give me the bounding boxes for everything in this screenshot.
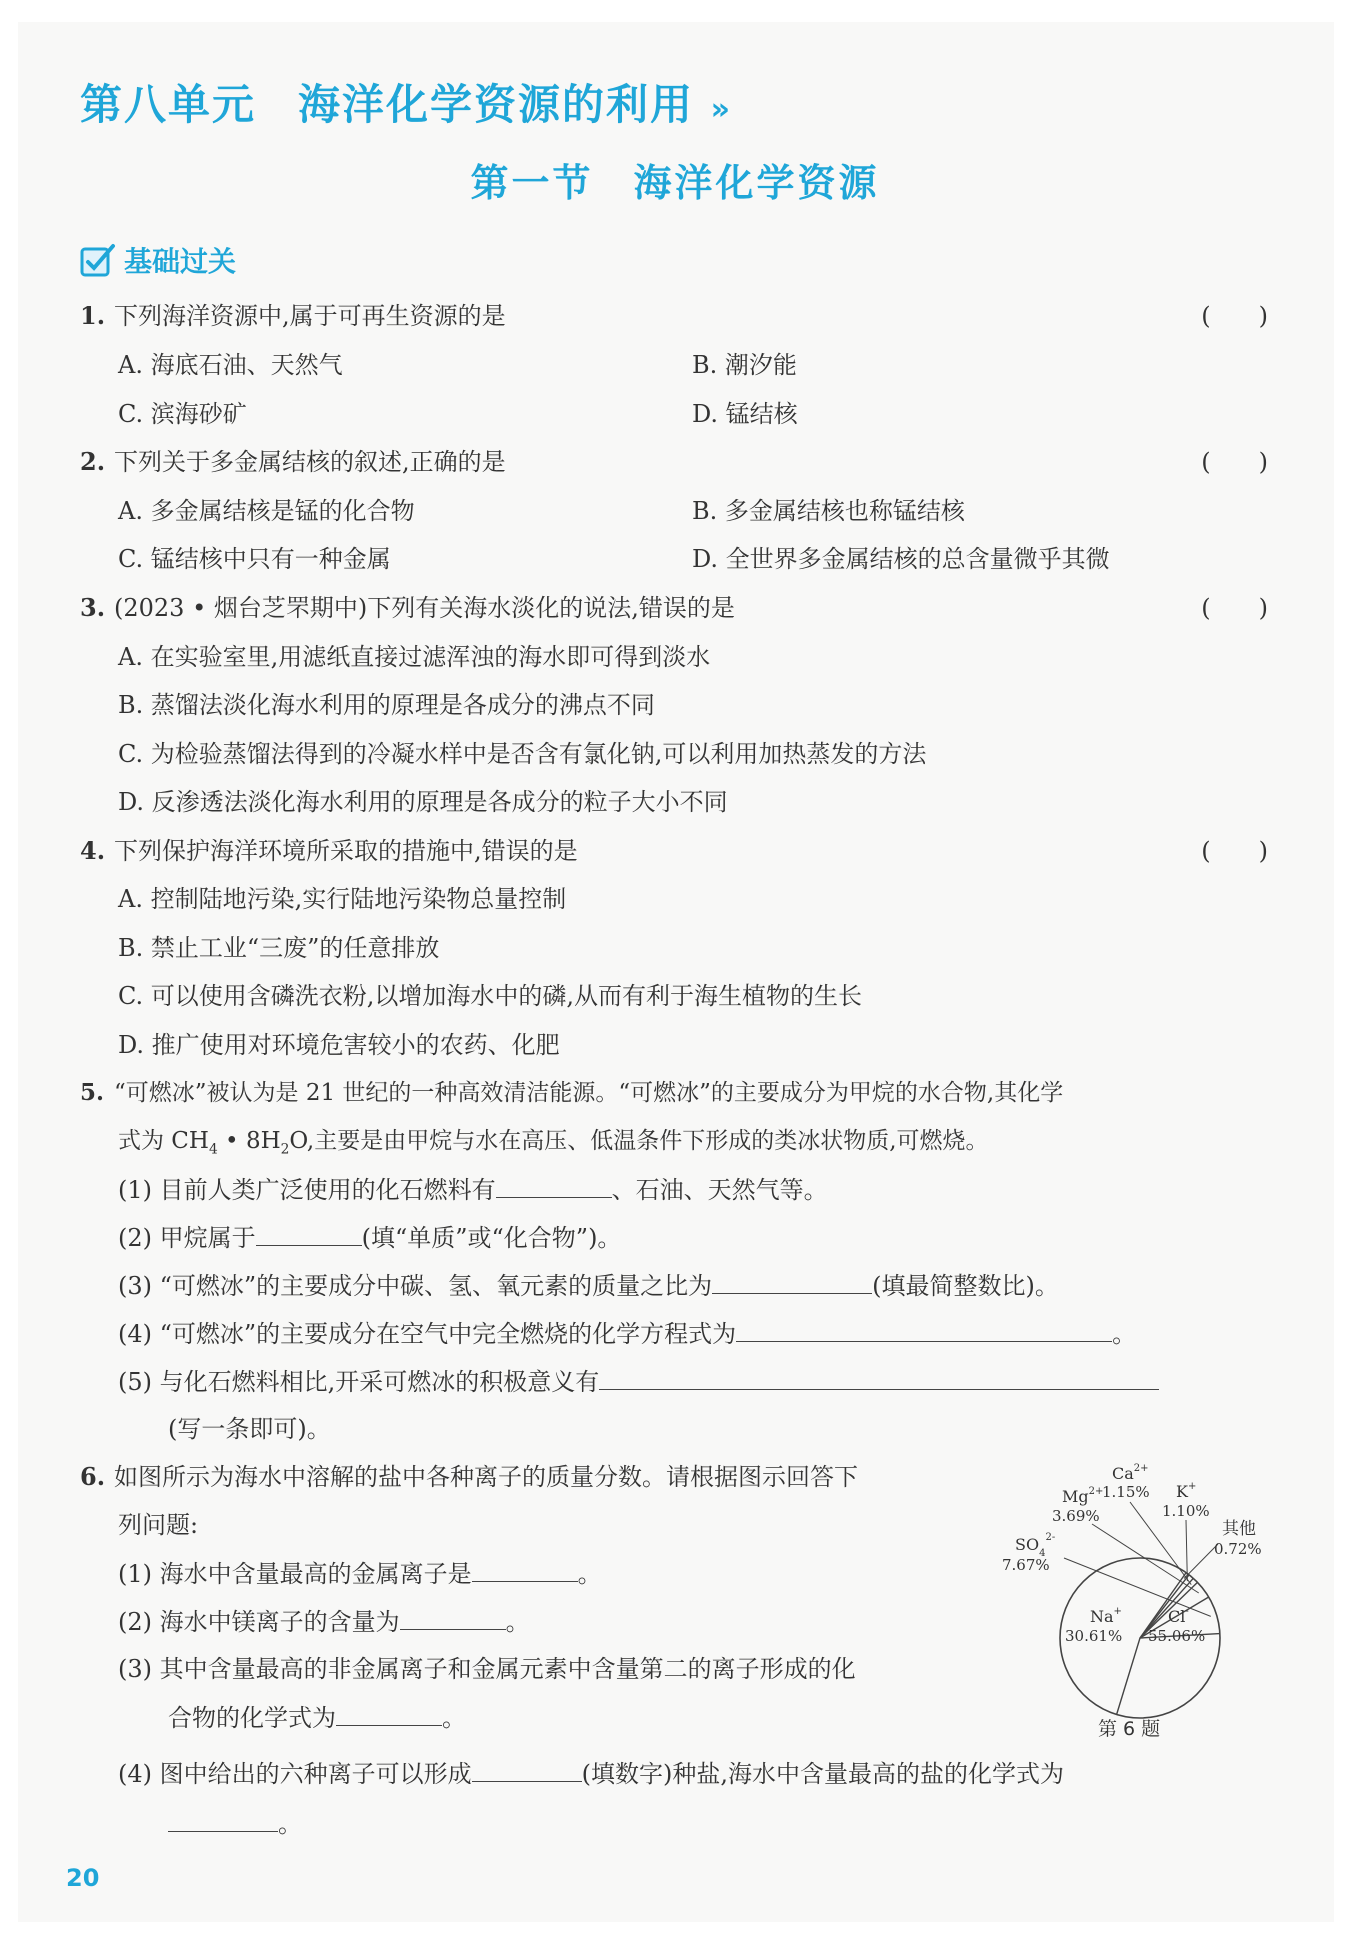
question-number: 3. — [80, 593, 106, 622]
sub-question-text: 、石油、天然气等。 — [611, 1176, 828, 1204]
label-other-value: 0.72% — [1214, 1540, 1262, 1558]
sub-question-text: 。 — [278, 1810, 302, 1838]
option-b[interactable]: B. 潮汐能 — [692, 351, 797, 379]
question-2 — [80, 445, 506, 479]
formula-part: 式为 CH — [118, 1128, 209, 1154]
option-c[interactable]: C. 为检验蒸馏法得到的冷凝水样中是否含有氯化钠,可以利用加热蒸发的方法 — [118, 740, 927, 768]
sub-question-3-continued — [168, 1700, 466, 1735]
formula-subscript: 2 — [280, 1141, 290, 1158]
label-ca-value: 1.15% — [1102, 1483, 1150, 1501]
answer-bracket[interactable]: ( ) — [1201, 837, 1268, 865]
section-number: 第一节 — [470, 160, 594, 205]
sub-question-text: (3) “可燃冰”的主要成分中碳、氢、氧元素的质量之比为 — [118, 1272, 713, 1300]
label-k-value: 1.10% — [1162, 1502, 1210, 1520]
answer-blank[interactable] — [472, 1556, 578, 1582]
answer-blank[interactable] — [599, 1364, 1159, 1390]
label-cl-value: 55.06% — [1148, 1627, 1206, 1645]
answer-blank[interactable] — [496, 1172, 612, 1198]
answer-blank[interactable] — [336, 1700, 442, 1726]
answer-bracket[interactable]: ( ) — [1201, 594, 1268, 622]
formula-part: • 8H — [217, 1128, 281, 1154]
sub-question-4 — [118, 1756, 1064, 1791]
sub-question-4-continued — [168, 1806, 302, 1841]
label-ca: $Ca^{2+}$ — [1112, 1463, 1149, 1483]
option-d[interactable]: D. 全世界多金属结核的总含量微乎其微 — [692, 545, 1110, 573]
question-3 — [80, 591, 735, 625]
question-4 — [80, 834, 578, 868]
sub-question-5 — [118, 1364, 1159, 1399]
question-stem: 下列海洋资源中,属于可再生资源的是 — [114, 302, 506, 330]
question-number: 5. — [80, 1079, 105, 1106]
sub-question-3: (3) 其中含量最高的非金属离子和金属元素中含量第二的离子形成的化 — [118, 1655, 856, 1683]
option-d[interactable]: D. 锰结核 — [692, 400, 798, 428]
answer-blank[interactable] — [168, 1806, 278, 1832]
question-number: 2. — [80, 447, 106, 476]
double-chevron-icon: » — [710, 92, 733, 127]
sub-question-5-continued: (写一条即可)。 — [168, 1415, 331, 1443]
sub-question-4 — [118, 1316, 1136, 1351]
sub-question-2 — [118, 1220, 621, 1255]
answer-bracket[interactable]: ( ) — [1201, 302, 1268, 330]
checkbox-icon — [80, 243, 116, 277]
sub-question-text: (5) 与化石燃料相比,开采可燃冰的积极意义有 — [118, 1368, 600, 1396]
option-a[interactable]: A. 海底石油、天然气 — [118, 351, 343, 379]
section-name: 海洋化学资源 — [633, 160, 880, 205]
option-a[interactable]: A. 多金属结核是锰的化合物 — [118, 497, 415, 525]
label-so4: $SO_4^{2-}$ — [1015, 1532, 1056, 1559]
label-cl: Cl- — [1168, 1606, 1189, 1626]
pie-slice-cl — [1117, 1638, 1140, 1715]
sub-question-text: 合物的化学式为 — [168, 1704, 336, 1732]
option-c[interactable]: C. 可以使用含磷洗衣粉,以增加海水中的磷,从而有利于海生植物的生长 — [118, 982, 863, 1010]
label-mg-value: 3.69% — [1052, 1507, 1100, 1525]
option-b[interactable]: B. 多金属结核也称锰结核 — [692, 497, 965, 525]
answer-bracket[interactable]: ( ) — [1201, 448, 1268, 476]
question-stem: 下列有关海水淡化的说法,错误的是 — [367, 594, 735, 622]
label-k: K+ — [1176, 1481, 1197, 1501]
sub-question-text: 。 — [577, 1560, 602, 1588]
question-stem-line-2 — [118, 1124, 989, 1167]
sub-question-1 — [118, 1172, 828, 1207]
leader-line-mg2 — [1092, 1524, 1199, 1593]
question-number: 1. — [80, 301, 106, 330]
badge-label: 基础过关 — [124, 245, 237, 278]
option-c[interactable]: C. 滨海砂矿 — [118, 400, 247, 428]
leader-line- — [1184, 1544, 1218, 1579]
section-title — [0, 152, 1350, 207]
label-na-value: 30.61% — [1065, 1627, 1123, 1645]
sub-question-2 — [118, 1604, 530, 1639]
answer-blank[interactable] — [256, 1220, 362, 1246]
sub-question-text: (4) “可燃冰”的主要成分在空气中完全燃烧的化学方程式为 — [118, 1320, 737, 1348]
answer-blank[interactable] — [736, 1316, 1112, 1342]
question-source: (2023 • 烟台芝罘期中) — [114, 594, 368, 622]
question-stem: 如图所示为海水中溶解的盐中各种离子的质量分数。请根据图示回答下 — [114, 1463, 858, 1491]
option-b[interactable]: B. 禁止工业“三废”的任意排放 — [118, 934, 440, 962]
sub-question-3 — [118, 1268, 1059, 1303]
sub-question-text: (填最简整数比)。 — [872, 1272, 1059, 1300]
sub-question-text: (2) 海水中镁离子的含量为 — [118, 1608, 400, 1636]
answer-blank[interactable] — [472, 1756, 582, 1782]
page-number: 20 — [66, 1864, 100, 1892]
question-stem-line-2: 列问题: — [118, 1511, 199, 1539]
formula-part: O,主要是由甲烷与水在高压、低温条件下形成的类冰状物质,可燃烧。 — [289, 1128, 989, 1154]
unit-name: 海洋化学资源的利用 — [298, 80, 695, 129]
formula-subscript: 4 — [208, 1141, 218, 1158]
question-6 — [80, 1460, 858, 1494]
option-a[interactable]: A. 控制陆地污染,实行陆地污染物总量控制 — [118, 885, 567, 913]
answer-blank[interactable] — [400, 1604, 506, 1630]
question-5 — [80, 1076, 1063, 1110]
sub-question-text: (填“单质”或“化合物”)。 — [361, 1224, 622, 1252]
sub-question-1 — [118, 1556, 602, 1591]
question-1 — [80, 299, 506, 333]
option-c[interactable]: C. 锰结核中只有一种金属 — [118, 545, 391, 573]
question-stem: “可燃冰”被认为是 21 世纪的一种高效清洁能源。“可燃冰”的主要成分为甲烷的水合物,其化学 — [114, 1080, 1064, 1106]
unit-title — [80, 72, 732, 132]
pie-labels — [1002, 1463, 1262, 1645]
figure-caption: 第 6 题 — [1098, 1718, 1161, 1740]
sub-question-text: (4) 图中给出的六种离子可以形成 — [118, 1760, 472, 1788]
sub-question-text: 。 — [1112, 1320, 1137, 1348]
section-badge — [80, 240, 236, 280]
question-stem: 下列保护海洋环境所采取的措施中,错误的是 — [114, 837, 578, 865]
sub-question-text: (填数字)种盐,海水中含量最高的盐的化学式为 — [581, 1760, 1064, 1788]
option-d[interactable]: D. 反渗透法淡化海水利用的原理是各成分的粒子大小不同 — [118, 788, 728, 816]
label-na: Na+ — [1090, 1606, 1122, 1626]
sub-question-text: 。 — [442, 1704, 466, 1732]
answer-blank[interactable] — [712, 1268, 872, 1294]
sub-question-text: (1) 目前人类广泛使用的化石燃料有 — [118, 1176, 496, 1204]
label-mg: $Mg^{2+}$ — [1062, 1486, 1104, 1506]
unit-number: 第八单元 — [80, 80, 257, 129]
label-other: 其他 — [1222, 1519, 1256, 1539]
leader-line-so42 — [1064, 1558, 1211, 1616]
option-b[interactable]: B. 蒸馏法淡化海水利用的原理是各成分的沸点不同 — [118, 691, 655, 719]
sub-question-text: (1) 海水中含量最高的金属离子是 — [118, 1560, 472, 1588]
question-number: 4. — [80, 836, 106, 865]
ion-pie-chart — [990, 1458, 1290, 1758]
sub-question-text: 。 — [505, 1608, 530, 1636]
option-d[interactable]: D. 推广使用对环境危害较小的农药、化肥 — [118, 1031, 560, 1059]
question-stem: 下列关于多金属结核的叙述,正确的是 — [114, 448, 506, 476]
label-so4-value: 7.67% — [1002, 1556, 1050, 1574]
question-number: 6. — [80, 1462, 106, 1491]
option-a[interactable]: A. 在实验室里,用滤纸直接过滤浑浊的海水即可得到淡水 — [118, 643, 711, 671]
sub-question-text: (2) 甲烷属于 — [118, 1224, 256, 1252]
